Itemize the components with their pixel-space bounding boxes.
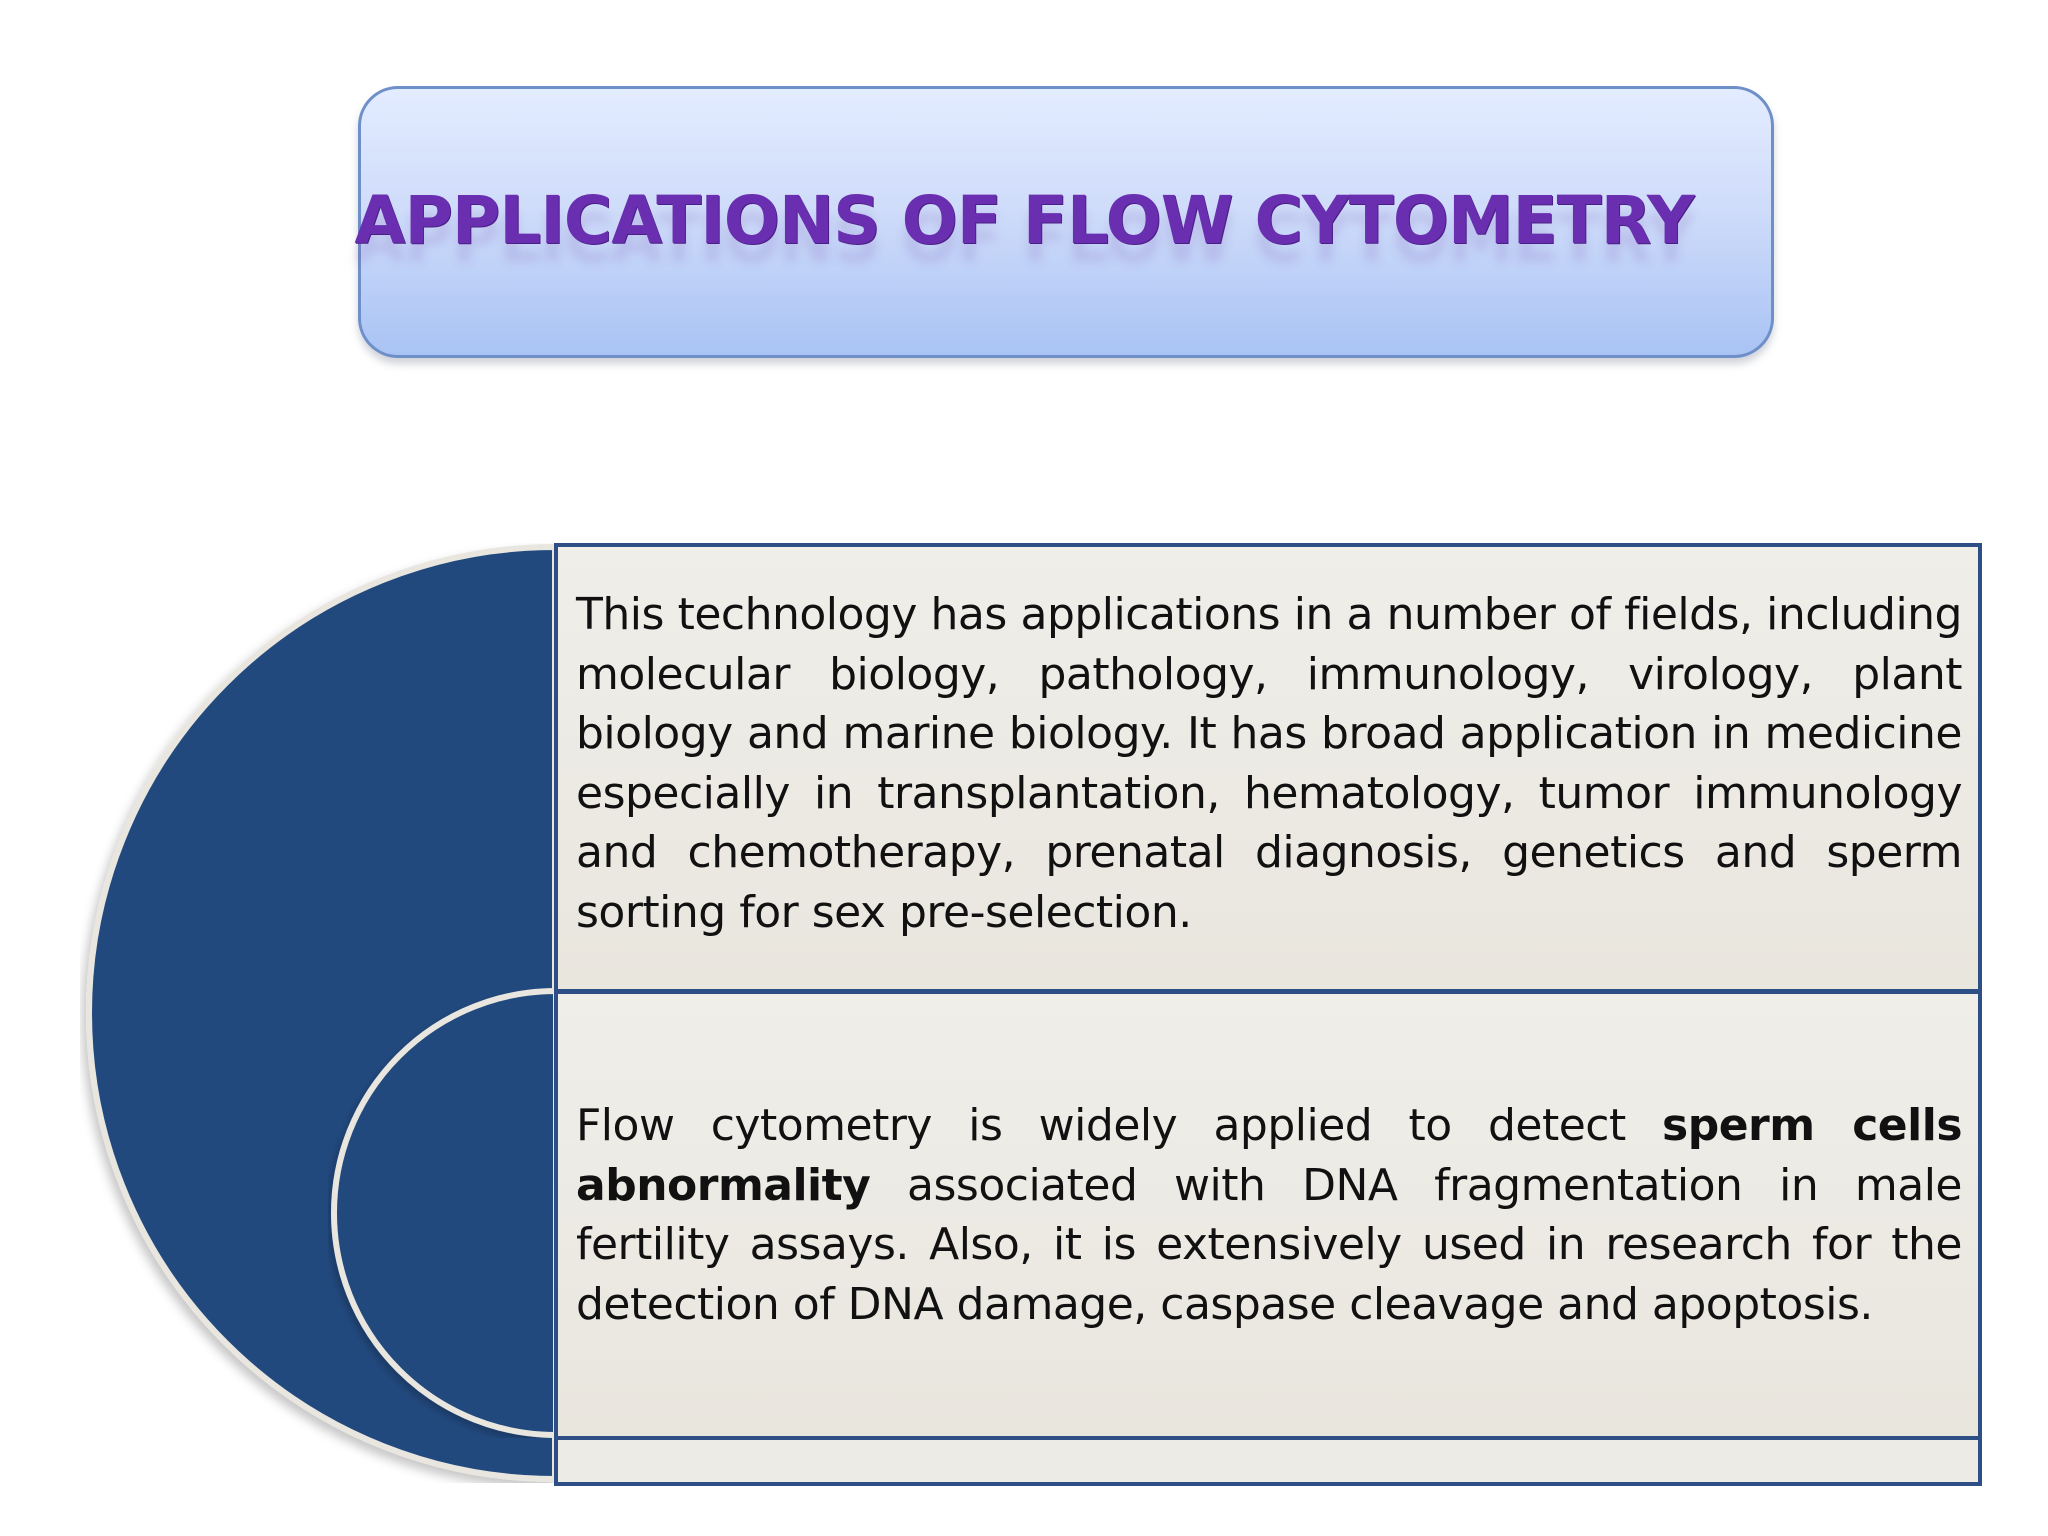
applications-panel xyxy=(554,543,1982,993)
text-segment: associated with DNA fragmentation in male fertility assays. Also, it is extensively used in research for the detection of DNA damage, caspase cleavage and apoptosis. xyxy=(576,1159,1962,1330)
applications-text: This technology has applications in a number of fields, including molecular biology, pathology, immunology, virology, plant biology and marine biology. It has broad application in medicine especially in transplantation, hematology, tumor immunology and chemotherapy, prenatal diagnosis, genetics and sperm sorting for sex pre-selection. xyxy=(576,589,1962,938)
slide-title: APPLICATIONS OF FLOW CYTOMETRY xyxy=(354,182,1694,259)
bottom-strip xyxy=(554,1436,1982,1486)
text-segment: Flow cytometry is widely applied to detect xyxy=(576,1100,1663,1151)
bold-term: sperm cells abnormality xyxy=(576,1100,1963,1211)
sperm-analysis-text xyxy=(576,1096,1962,1334)
sperm-analysis-panel xyxy=(554,990,1982,1440)
